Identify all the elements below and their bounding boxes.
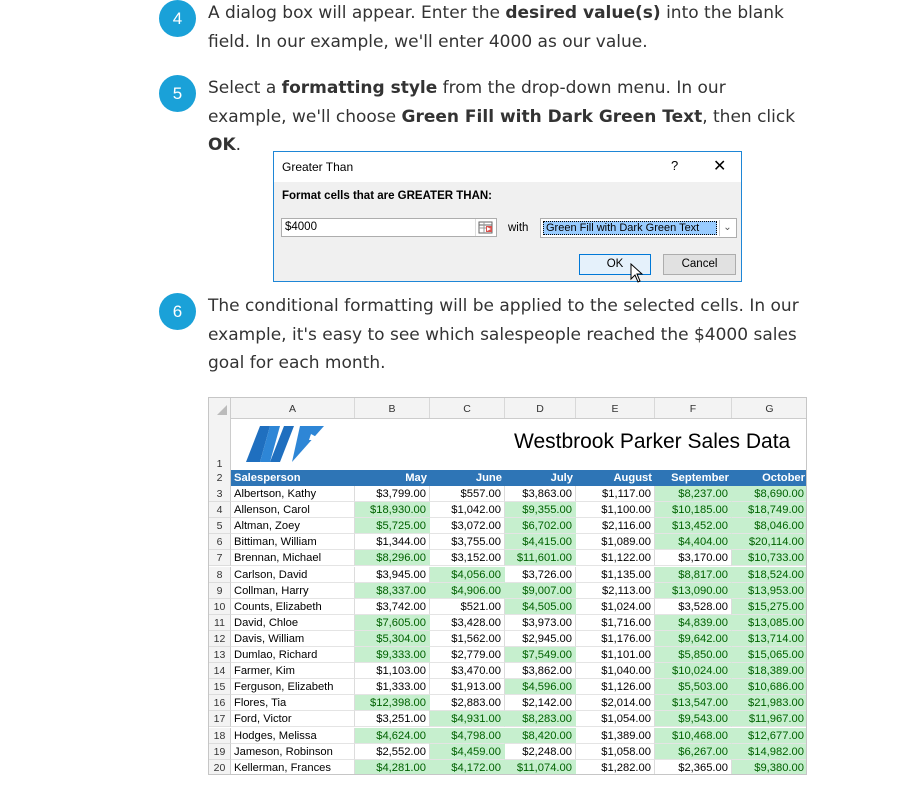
sales-cell[interactable]: $4,906.00 — [430, 583, 505, 599]
sales-cell[interactable]: $9,543.00 — [655, 711, 732, 727]
step-number: 4 — [159, 0, 196, 37]
sales-cell[interactable]: $13,452.00 — [655, 518, 732, 534]
sales-cell[interactable]: $3,799.00 — [355, 486, 430, 502]
sales-cell[interactable]: $18,749.00 — [732, 502, 807, 518]
sales-cell[interactable]: $3,528.00 — [655, 599, 732, 615]
sales-cell[interactable]: $2,945.00 — [505, 631, 576, 647]
sales-cell[interactable]: $5,304.00 — [355, 631, 430, 647]
sales-cell[interactable]: $3,726.00 — [505, 567, 576, 583]
column-title: August — [613, 472, 652, 484]
sales-cell[interactable]: $2,116.00 — [576, 518, 655, 534]
row-header[interactable]: 14 — [209, 663, 231, 679]
sales-cell[interactable]: $1,054.00 — [576, 711, 655, 727]
row-header[interactable]: 4 — [209, 502, 231, 518]
sales-cell[interactable]: $8,817.00 — [655, 567, 732, 583]
column-title: September — [671, 472, 729, 484]
sales-cell[interactable]: $4,798.00 — [430, 728, 505, 744]
salesperson-cell[interactable]: Albertson, Kathy — [231, 486, 355, 502]
sales-cell[interactable]: $521.00 — [430, 599, 505, 615]
row-header[interactable]: 13 — [209, 647, 231, 663]
sales-cell[interactable]: $18,930.00 — [355, 502, 430, 518]
sales-cell[interactable]: $20,114.00 — [732, 534, 807, 550]
sales-cell[interactable]: $9,333.00 — [355, 647, 430, 663]
sales-cell[interactable]: $8,690.00 — [732, 486, 807, 502]
sales-cell[interactable]: $3,863.00 — [505, 486, 576, 502]
column-header[interactable]: F — [655, 398, 732, 418]
column-header[interactable]: A — [231, 398, 355, 418]
sales-cell[interactable]: $1,135.00 — [576, 567, 655, 583]
row-header[interactable]: 8 — [209, 567, 231, 583]
row-header[interactable]: 16 — [209, 695, 231, 711]
sales-cell[interactable]: $1,716.00 — [576, 615, 655, 631]
sheet-title: Westbrook Parker Sales Data — [514, 430, 791, 453]
step-text: The conditional formatting will be applied to the selected cells. In our example, it's easy to see which salespeople reached the $4000 sales goal for each month. — [208, 296, 799, 373]
sales-cell[interactable]: $5,503.00 — [655, 679, 732, 695]
sales-cell[interactable]: $21,983.00 — [732, 695, 807, 711]
step-text: A dialog box will appear. Enter the desired value(s) into the blank field. In our example, we'll enter 4000 as our value. — [208, 3, 784, 52]
step-text: Select a formatting style from the drop-down menu. In our example, we'll choose Green Fill with Dark Green Text, then click OK. — [208, 78, 796, 155]
salesperson-cell[interactable]: Altman, Zoey — [231, 518, 355, 534]
salesperson-cell[interactable]: Carlson, David — [231, 567, 355, 583]
chevron-down-icon[interactable]: ⌄ — [719, 220, 735, 236]
sales-cell[interactable]: $2,883.00 — [430, 695, 505, 711]
sales-cell[interactable]: $6,267.00 — [655, 744, 732, 760]
salesperson-cell[interactable]: Kellerman, Frances — [231, 760, 355, 775]
salesperson-cell[interactable]: Jameson, Robinson — [231, 744, 355, 760]
sales-cell[interactable]: $12,677.00 — [732, 728, 807, 744]
sales-cell[interactable]: $2,014.00 — [576, 695, 655, 711]
step-number: 6 — [159, 293, 196, 330]
sales-cell[interactable]: $1,344.00 — [355, 534, 430, 550]
dialog-prompt: Format cells that are GREATER THAN: — [282, 190, 493, 202]
sales-cell[interactable]: $8,337.00 — [355, 583, 430, 599]
salesperson-cell[interactable]: David, Chloe — [231, 615, 355, 631]
sales-cell[interactable]: $4,281.00 — [355, 760, 430, 775]
sales-cell[interactable]: $1,117.00 — [576, 486, 655, 502]
sales-cell[interactable]: $12,398.00 — [355, 695, 430, 711]
column-header[interactable]: G — [732, 398, 807, 418]
spreadsheet — [208, 397, 807, 775]
sales-cell[interactable]: $18,524.00 — [732, 567, 807, 583]
row-header[interactable]: 11 — [209, 615, 231, 631]
sales-cell[interactable]: $4,839.00 — [655, 615, 732, 631]
salesperson-cell[interactable]: Brennan, Michael — [231, 550, 355, 566]
sales-cell[interactable]: $11,074.00 — [505, 760, 576, 775]
row-header[interactable]: 2 — [209, 470, 231, 486]
sales-cell[interactable]: $3,072.00 — [430, 518, 505, 534]
sales-cell[interactable]: $3,755.00 — [430, 534, 505, 550]
sales-cell[interactable]: $4,415.00 — [505, 534, 576, 550]
selected-style: Green Fill with Dark Green Text — [543, 221, 717, 235]
row-header[interactable]: 17 — [209, 711, 231, 727]
sales-cell[interactable]: $4,404.00 — [655, 534, 732, 550]
sales-cell[interactable]: $13,953.00 — [732, 583, 807, 599]
greater-than-dialog — [273, 151, 742, 282]
sales-cell[interactable]: $9,355.00 — [505, 502, 576, 518]
cancel-button[interactable]: Cancel — [663, 254, 736, 275]
row-header[interactable]: 10 — [209, 599, 231, 615]
salesperson-cell[interactable]: Davis, William — [231, 631, 355, 647]
sales-cell[interactable]: $2,779.00 — [430, 647, 505, 663]
salesperson-cell[interactable]: Hodges, Melissa — [231, 728, 355, 744]
sales-cell[interactable]: $1,126.00 — [576, 679, 655, 695]
salesperson-cell[interactable]: Flores, Tia — [231, 695, 355, 711]
row-header[interactable]: 5 — [209, 518, 231, 534]
row-header[interactable]: 1 — [209, 418, 231, 470]
sales-cell[interactable]: $1,282.00 — [576, 760, 655, 775]
sales-cell[interactable]: $14,982.00 — [732, 744, 807, 760]
value-input[interactable]: $4000 — [281, 218, 497, 237]
salesperson-cell[interactable]: Ferguson, Elizabeth — [231, 679, 355, 695]
column-header[interactable]: E — [576, 398, 655, 418]
sales-cell[interactable]: $9,007.00 — [505, 583, 576, 599]
salesperson-cell[interactable]: Ford, Victor — [231, 711, 355, 727]
sales-cell[interactable]: $3,428.00 — [430, 615, 505, 631]
sales-cell[interactable]: $8,420.00 — [505, 728, 576, 744]
sales-cell[interactable]: $3,862.00 — [505, 663, 576, 679]
sales-cell[interactable]: $1,122.00 — [576, 550, 655, 566]
row-header[interactable]: 18 — [209, 728, 231, 744]
column-title: May — [405, 472, 427, 484]
sales-cell[interactable]: $2,552.00 — [355, 744, 430, 760]
sales-cell[interactable]: $9,642.00 — [655, 631, 732, 647]
sales-cell[interactable]: $1,562.00 — [430, 631, 505, 647]
sales-cell[interactable]: $4,459.00 — [430, 744, 505, 760]
close-icon[interactable]: ✕ — [713, 158, 727, 175]
sales-cell[interactable]: $4,596.00 — [505, 679, 576, 695]
sales-cell[interactable]: $3,152.00 — [430, 550, 505, 566]
salesperson-cell[interactable]: Allenson, Carol — [231, 502, 355, 518]
mouse-pointer-icon — [630, 263, 644, 283]
sales-cell[interactable]: $18,389.00 — [732, 663, 807, 679]
sales-cell[interactable]: $3,170.00 — [655, 550, 732, 566]
salesperson-cell[interactable]: Dumlao, Richard — [231, 647, 355, 663]
row-header[interactable]: 7 — [209, 550, 231, 566]
sales-cell[interactable]: $1,100.00 — [576, 502, 655, 518]
sales-cell[interactable]: $1,176.00 — [576, 631, 655, 647]
sales-cell[interactable]: $557.00 — [430, 486, 505, 502]
column-header[interactable]: D — [505, 398, 576, 418]
range-select-icon[interactable] — [475, 219, 496, 236]
sales-cell[interactable]: $2,248.00 — [505, 744, 576, 760]
row-header[interactable]: 6 — [209, 534, 231, 550]
column-title: October — [762, 472, 805, 484]
with-label: with — [508, 222, 529, 234]
sales-cell[interactable]: $1,040.00 — [576, 663, 655, 679]
sales-cell[interactable]: $1,089.00 — [576, 534, 655, 550]
column-header[interactable]: C — [430, 398, 505, 418]
sales-cell[interactable]: $1,101.00 — [576, 647, 655, 663]
row-header[interactable]: 15 — [209, 679, 231, 695]
sales-cell[interactable]: $4,624.00 — [355, 728, 430, 744]
sales-cell[interactable]: $2,113.00 — [576, 583, 655, 599]
wp-logo — [246, 422, 344, 462]
sales-cell[interactable]: $11,601.00 — [505, 550, 576, 566]
sales-cell[interactable]: $8,296.00 — [355, 550, 430, 566]
sales-cell[interactable]: $2,365.00 — [655, 760, 732, 775]
step-number: 5 — [159, 75, 196, 112]
dialog-title: Greater Than — [282, 160, 354, 174]
row-header[interactable]: 9 — [209, 583, 231, 599]
sales-cell[interactable]: $13,714.00 — [732, 631, 807, 647]
row-header[interactable]: 3 — [209, 486, 231, 502]
sales-cell[interactable]: $3,742.00 — [355, 599, 430, 615]
sales-cell[interactable]: $6,702.00 — [505, 518, 576, 534]
sales-cell[interactable]: $10,185.00 — [655, 502, 732, 518]
sales-cell[interactable]: $5,850.00 — [655, 647, 732, 663]
sales-cell[interactable]: $10,024.00 — [655, 663, 732, 679]
sales-cell[interactable]: $7,549.00 — [505, 647, 576, 663]
column-title: July — [550, 472, 573, 484]
sales-cell[interactable]: $10,733.00 — [732, 550, 807, 566]
salesperson-cell[interactable]: Counts, Elizabeth — [231, 599, 355, 615]
sales-cell[interactable]: $8,237.00 — [655, 486, 732, 502]
sales-cell[interactable]: $4,931.00 — [430, 711, 505, 727]
salesperson-cell[interactable]: Farmer, Kim — [231, 663, 355, 679]
sales-cell[interactable]: $2,142.00 — [505, 695, 576, 711]
sales-cell[interactable]: $1,058.00 — [576, 744, 655, 760]
sales-cell[interactable]: $1,389.00 — [576, 728, 655, 744]
row-header[interactable]: 19 — [209, 744, 231, 760]
sales-cell[interactable]: $1,333.00 — [355, 679, 430, 695]
sales-cell[interactable]: $10,686.00 — [732, 679, 807, 695]
sales-cell[interactable]: $1,024.00 — [576, 599, 655, 615]
salesperson-cell[interactable]: Bittiman, William — [231, 534, 355, 550]
sales-cell[interactable]: $8,046.00 — [732, 518, 807, 534]
sales-cell[interactable]: $15,065.00 — [732, 647, 807, 663]
sales-cell[interactable]: $3,470.00 — [430, 663, 505, 679]
sales-cell[interactable]: $1,103.00 — [355, 663, 430, 679]
sales-cell[interactable]: $10,468.00 — [655, 728, 732, 744]
row-header[interactable]: 12 — [209, 631, 231, 647]
ok-button[interactable]: OK — [579, 254, 651, 275]
sales-cell[interactable]: $8,283.00 — [505, 711, 576, 727]
row-header[interactable]: 20 — [209, 760, 231, 775]
sales-cell[interactable]: $4,505.00 — [505, 599, 576, 615]
column-title: June — [475, 472, 502, 484]
salesperson-cell[interactable]: Collman, Harry — [231, 583, 355, 599]
sales-cell[interactable]: $13,090.00 — [655, 583, 732, 599]
formatting-style-select[interactable] — [540, 218, 737, 238]
sales-cell[interactable]: $3,973.00 — [505, 615, 576, 631]
sales-cell[interactable]: $3,251.00 — [355, 711, 430, 727]
sales-cell[interactable]: $4,056.00 — [430, 567, 505, 583]
column-header[interactable]: B — [355, 398, 430, 418]
help-icon[interactable]: ? — [671, 158, 679, 173]
sales-cell[interactable]: $13,085.00 — [732, 615, 807, 631]
sales-cell[interactable]: $4,172.00 — [430, 760, 505, 775]
sales-cell[interactable]: $7,605.00 — [355, 615, 430, 631]
sales-cell[interactable]: $15,275.00 — [732, 599, 807, 615]
sales-cell[interactable]: $5,725.00 — [355, 518, 430, 534]
sales-cell[interactable]: $3,945.00 — [355, 567, 430, 583]
sales-cell[interactable]: $1,913.00 — [430, 679, 505, 695]
sales-cell[interactable]: $13,547.00 — [655, 695, 732, 711]
sales-cell[interactable]: $11,967.00 — [732, 711, 807, 727]
select-all-corner[interactable] — [209, 398, 231, 418]
column-title: Salesperson — [234, 472, 301, 484]
sales-cell[interactable]: $1,042.00 — [430, 502, 505, 518]
sales-cell[interactable]: $9,380.00 — [732, 760, 807, 775]
